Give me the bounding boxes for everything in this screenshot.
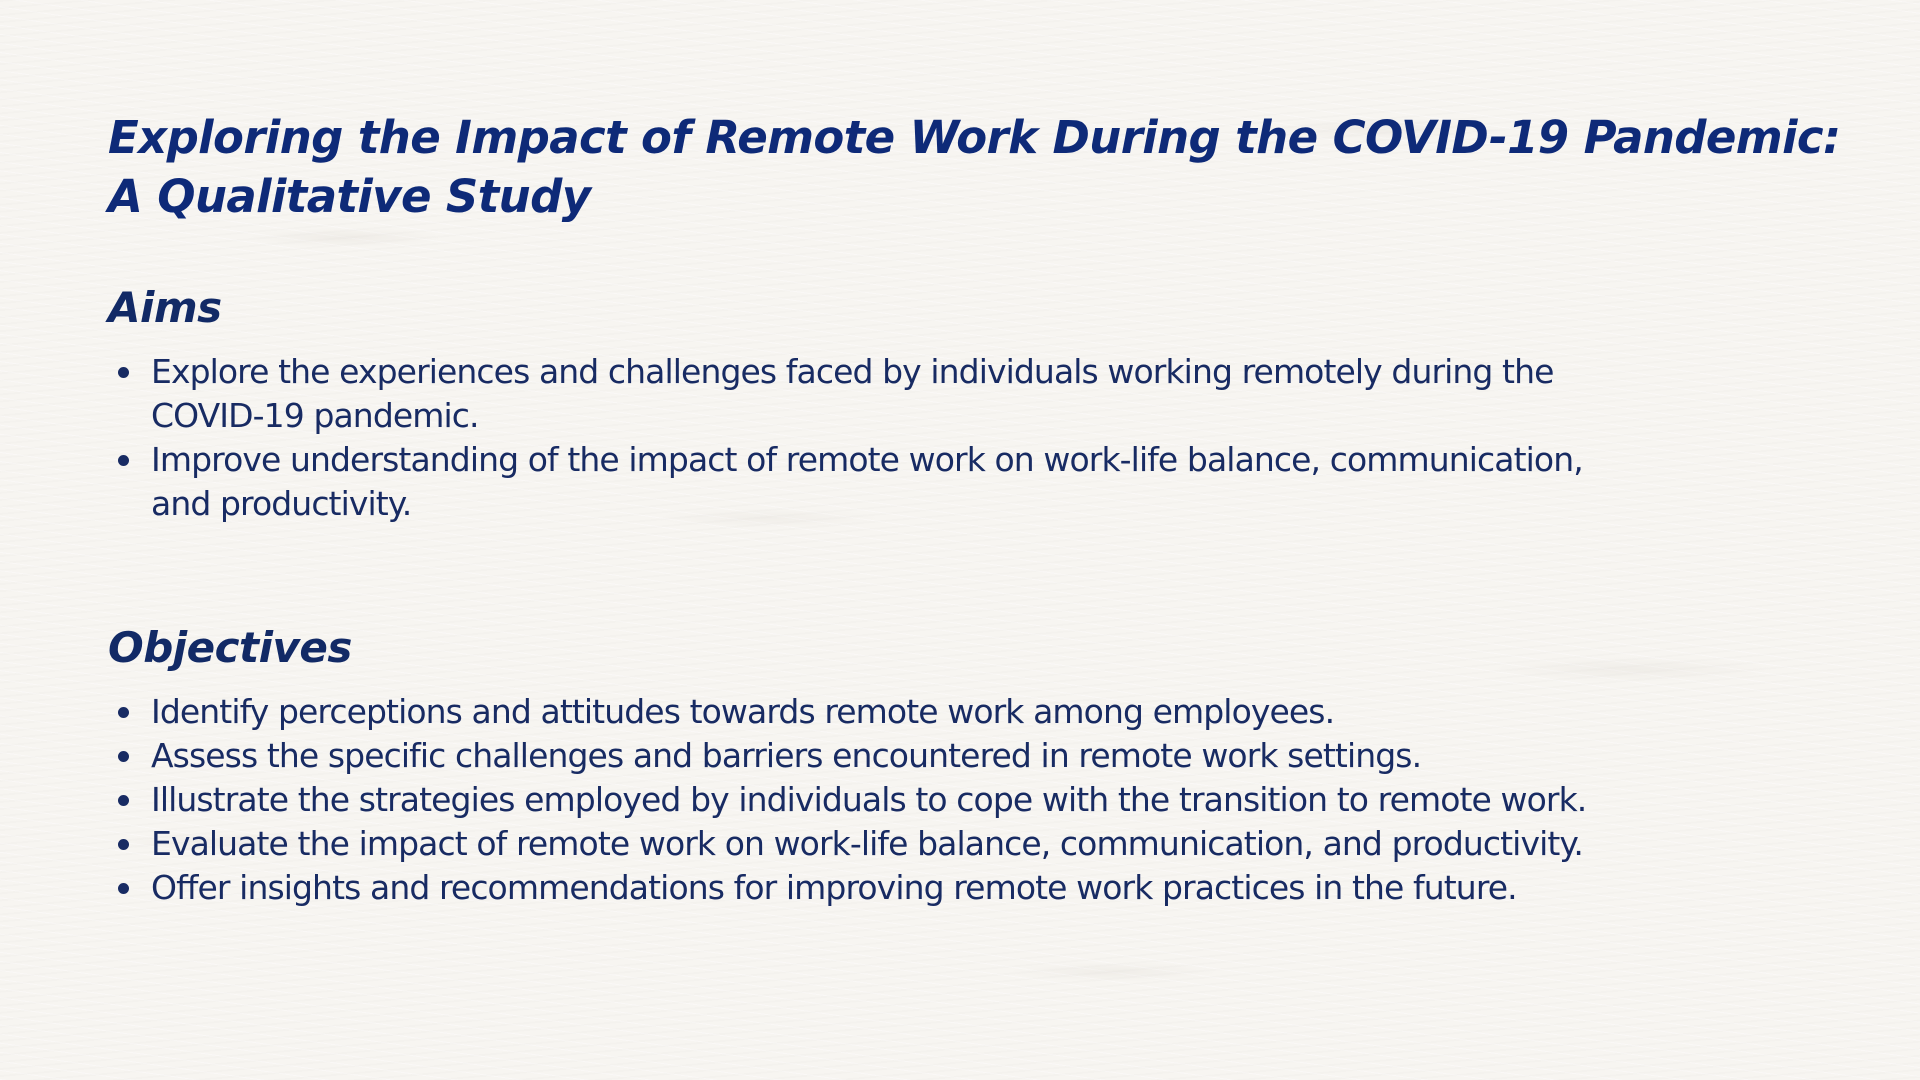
bullet-icon — [118, 707, 129, 718]
list-item-text: Assess the specific challenges and barriers encountered in remote work settings. — [151, 736, 1422, 775]
list-item — [108, 734, 1828, 778]
list-item-text: Identify perceptions and attitudes towards remote work among employees. — [151, 692, 1335, 731]
list-item — [108, 350, 1828, 438]
list-item — [108, 438, 1828, 526]
bullet-icon — [118, 455, 129, 466]
list-item-text: Offer insights and recommendations for improving remote work practices in the future. — [151, 868, 1517, 907]
list-item-line: and productivity. — [151, 484, 412, 523]
page-title — [108, 108, 1841, 226]
bullet-icon — [118, 751, 129, 762]
list-item-text: Evaluate the impact of remote work on work-life balance, communication, and productivity. — [151, 824, 1583, 863]
bullet-icon — [118, 795, 129, 806]
list-item-text: Illustrate the strategies employed by individuals to cope with the transition to remote work. — [151, 780, 1587, 819]
aims-list — [108, 350, 1828, 526]
list-item-line: Improve understanding of the impact of remote work on work-life balance, communication, — [151, 440, 1583, 479]
list-item — [108, 690, 1828, 734]
bullet-icon — [118, 883, 129, 894]
title-line-2: A Qualitative Study — [108, 170, 591, 223]
title-line-1: Exploring the Impact of Remote Work During the COVID-19 Pandemic: — [108, 111, 1841, 164]
list-item — [108, 866, 1828, 910]
list-item-line: COVID-19 pandemic. — [151, 396, 479, 435]
bullet-icon — [118, 367, 129, 378]
list-item — [108, 778, 1828, 822]
list-item — [108, 822, 1828, 866]
list-item-line: Explore the experiences and challenges faced by individuals working remotely during the — [151, 352, 1554, 391]
bullet-icon — [118, 839, 129, 850]
slide — [108, 108, 1841, 910]
objectives-heading: Objectives — [108, 623, 352, 672]
objectives-list — [108, 690, 1828, 910]
aims-heading: Aims — [108, 283, 222, 332]
